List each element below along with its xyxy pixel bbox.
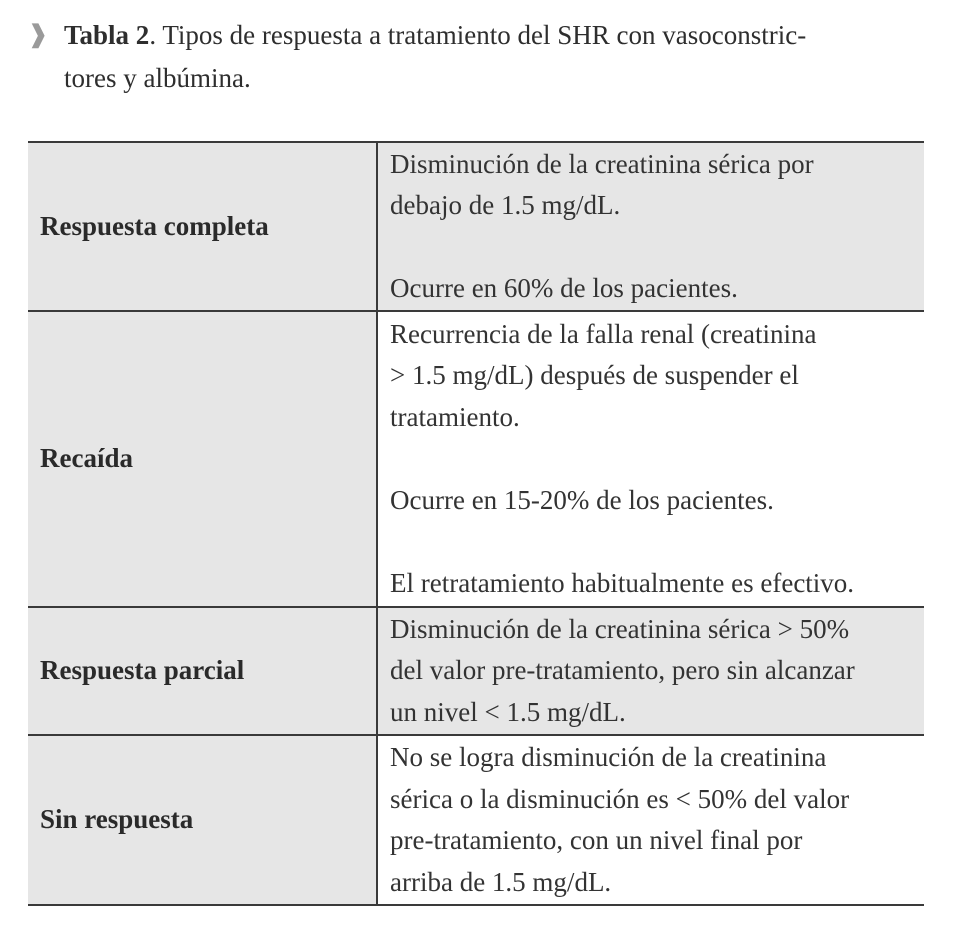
table-row	[28, 607, 924, 735]
definition-line: pre-tratamiento, con un nivel final por	[390, 825, 803, 855]
caption-label: Tabla 2	[64, 20, 150, 50]
caption-arrow-icon: ❱	[28, 22, 49, 48]
row-term: Recaída	[28, 311, 377, 607]
definition-line: sérica o la disminución es < 50% del valor	[390, 783, 850, 814]
table-caption	[28, 14, 918, 100]
definition-line: Ocurre en 15-20% de los pacientes.	[390, 484, 774, 515]
definition-line: Disminución de la creatinina sérica por	[390, 148, 814, 179]
definition-line: del valor pre-tratamiento, pero sin alcanzar	[390, 655, 855, 686]
caption-title-line2: tores y albúmina.	[64, 63, 251, 93]
definition-line: tratamiento.	[390, 401, 520, 432]
caption-text	[28, 14, 918, 100]
definition-line: Disminución de la creatinina sérica > 50%	[390, 613, 850, 644]
row-definition	[377, 607, 924, 735]
definition-line: un nivel < 1.5 mg/dL.	[390, 696, 626, 727]
definition-line: > 1.5 mg/dL) después de suspender el	[390, 360, 799, 391]
definition-line: arriba de 1.5 mg/dL.	[390, 866, 612, 897]
definition-line: debajo de 1.5 mg/dL.	[390, 190, 621, 220]
definition-line: No se logra disminución de la creatinina	[390, 742, 827, 772]
definition-line: Ocurre en 60% de los pacientes.	[390, 273, 738, 303]
row-term: Sin respuesta	[28, 735, 377, 905]
table-row	[28, 142, 924, 311]
caption-title-line1: . Tipos de respuesta a tratamiento del SHR con vasoconstric-	[149, 20, 807, 50]
row-definition	[377, 142, 924, 311]
row-definition	[377, 311, 924, 607]
table-row	[28, 311, 924, 607]
response-types-table	[28, 141, 924, 906]
row-term: Respuesta parcial	[28, 607, 377, 735]
row-term: Respuesta completa	[28, 142, 377, 311]
row-definition	[377, 735, 924, 905]
definition-line: Recurrencia de la falla renal (creatinina	[390, 318, 817, 349]
table-row	[28, 735, 924, 905]
definition-line: El retratamiento habitualmente es efectivo.	[390, 567, 855, 598]
